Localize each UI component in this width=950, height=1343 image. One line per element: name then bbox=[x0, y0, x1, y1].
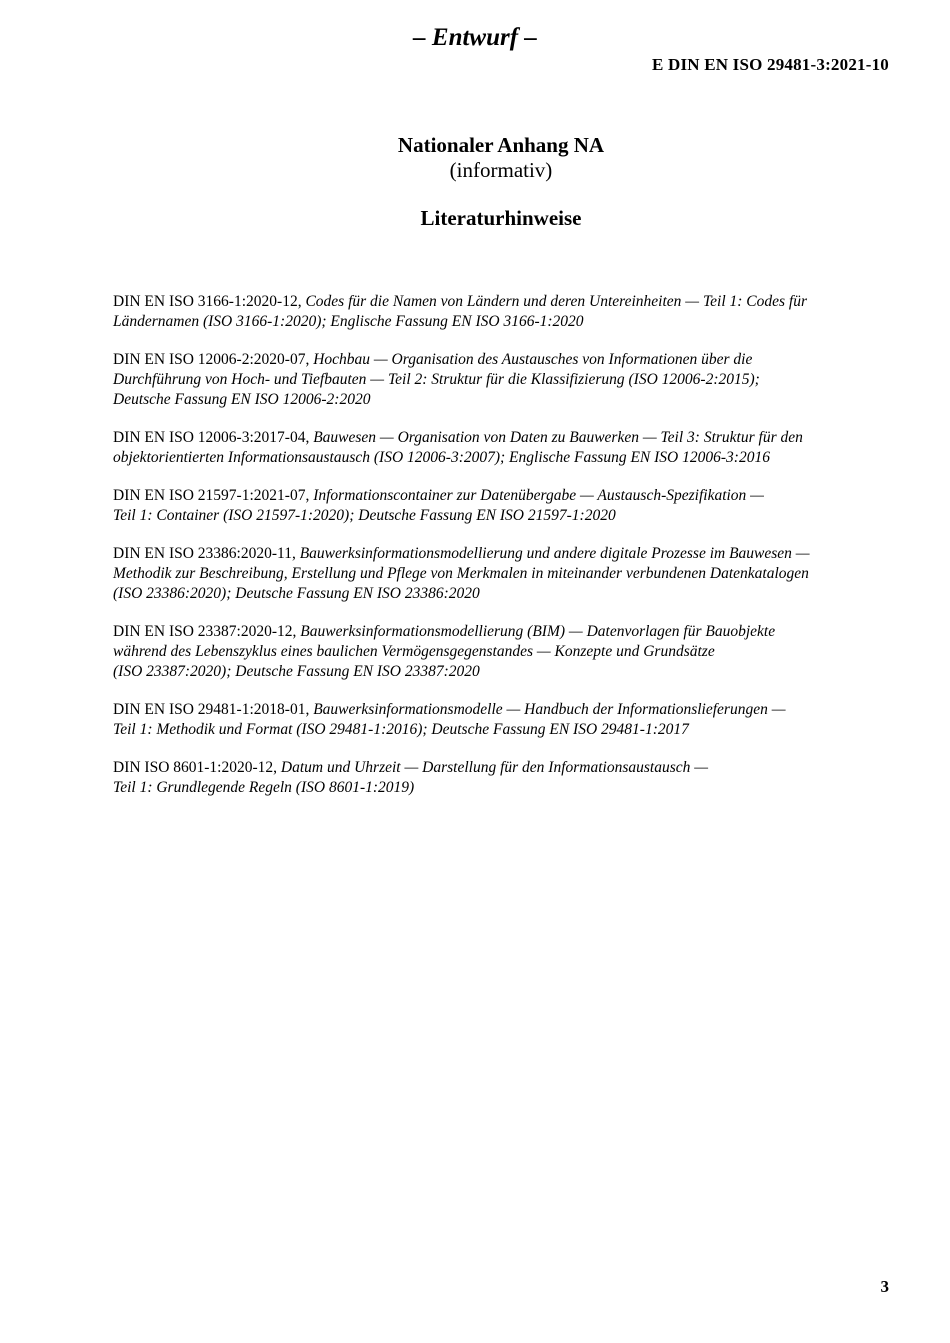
annex-subtitle: (informativ) bbox=[449, 158, 553, 182]
document-number: E DIN EN ISO 29481-3:2021-10 bbox=[651, 55, 889, 74]
reference-title-line: Bauwerksinformationsmodellierung und andere digitale Prozesse im Bauwesen — bbox=[299, 545, 810, 562]
reference-id: DIN EN ISO 23387:2020-12, bbox=[113, 623, 297, 640]
reference-title-line: Methodik zur Beschreibung, Erstellung und Pflege von Merkmalen in miteinander verbundenen Datenkatalogen bbox=[113, 565, 809, 582]
reference-first-line bbox=[113, 292, 903, 312]
reference-id: DIN EN ISO 23386:2020-11, bbox=[113, 545, 296, 562]
reference-first-line bbox=[113, 622, 903, 642]
reference-first-line bbox=[113, 428, 903, 448]
reference-title-line: (ISO 23386:2020); Deutsche Fassung EN ISO 23386:2020 bbox=[113, 585, 480, 602]
reference-title-line: Teil 1: Container (ISO 21597-1:2020); Deutsche Fassung EN ISO 21597-1:2020 bbox=[113, 507, 616, 524]
reference-item bbox=[113, 758, 903, 798]
reference-title-line: Bauwerksinformationsmodelle — Handbuch der Informationslieferungen — bbox=[313, 701, 786, 718]
reference-first-line bbox=[113, 486, 903, 506]
reference-item bbox=[113, 700, 903, 740]
annex-title: Nationaler Anhang NA bbox=[397, 133, 605, 157]
reference-title-line: Datum und Uhrzeit — Darstellung für den Informationsaustausch — bbox=[280, 759, 709, 776]
reference-title-line: Informationscontainer zur Datenübergabe — Austausch-Spezifikation — bbox=[313, 487, 764, 504]
reference-title-line: Codes für die Namen von Ländern und deren Untereinheiten — Teil 1: Codes für bbox=[305, 293, 808, 310]
reference-item bbox=[113, 428, 903, 468]
reference-first-line bbox=[113, 350, 903, 370]
reference-title-line: objektorientierten Informationsaustausch (ISO 12006-3:2007); Englische Fassung EN ISO 12006-3:2016 bbox=[113, 449, 770, 466]
reference-item bbox=[113, 544, 903, 604]
reference-id: DIN EN ISO 3166-1:2020-12, bbox=[113, 293, 302, 310]
reference-item bbox=[113, 350, 903, 410]
reference-id: DIN EN ISO 12006-2:2020-07, bbox=[113, 351, 310, 368]
reference-first-line bbox=[113, 758, 903, 778]
draft-mark: – Entwurf – bbox=[413, 24, 537, 51]
reference-title-line: (ISO 23387:2020); Deutsche Fassung EN ISO 23387:2020 bbox=[113, 663, 480, 680]
reference-title-line: während des Lebenszyklus eines baulichen Vermögensgegenstandes — Konzepte und Grundsätze bbox=[113, 643, 715, 660]
annex-heading bbox=[0, 132, 950, 182]
reference-item bbox=[113, 622, 903, 682]
reference-item bbox=[113, 292, 903, 332]
reference-title-line: Hochbau — Organisation des Austausches von Informationen über die bbox=[313, 351, 753, 368]
reference-title-line: Bauwesen — Organisation von Daten zu Bauwerken — Teil 3: Struktur für den bbox=[313, 429, 803, 446]
reference-title-line: Teil 1: Grundlegende Regeln (ISO 8601-1:2019) bbox=[113, 779, 415, 796]
reference-title-line: Bauwerksinformationsmodellierung (BIM) — Datenvorlagen für Bauobjekte bbox=[300, 623, 776, 640]
reference-title-line: Teil 1: Methodik und Format (ISO 29481-1:2016); Deutsche Fassung EN ISO 29481-1:2017 bbox=[113, 721, 689, 738]
reference-item bbox=[113, 486, 903, 526]
section-title: Literaturhinweise bbox=[420, 206, 582, 230]
reference-first-line bbox=[113, 700, 903, 720]
reference-id: DIN EN ISO 29481-1:2018-01, bbox=[113, 701, 310, 718]
reference-id: DIN EN ISO 21597-1:2021-07, bbox=[113, 487, 310, 504]
reference-id: DIN EN ISO 12006-3:2017-04, bbox=[113, 429, 310, 446]
reference-title-line: Ländernamen (ISO 3166-1:2020); Englische Fassung EN ISO 3166-1:2020 bbox=[113, 313, 584, 330]
reference-title-line: Durchführung von Hoch- und Tiefbauten — Teil 2: Struktur für die Klassifizierung (ISO 12006-2:2015); bbox=[113, 371, 760, 388]
reference-id: DIN ISO 8601-1:2020-12, bbox=[113, 759, 278, 776]
reference-list bbox=[113, 292, 903, 816]
reference-title-line: Deutsche Fassung EN ISO 12006-2:2020 bbox=[113, 391, 371, 408]
reference-first-line bbox=[113, 544, 903, 564]
page-number: 3 bbox=[880, 1277, 889, 1296]
